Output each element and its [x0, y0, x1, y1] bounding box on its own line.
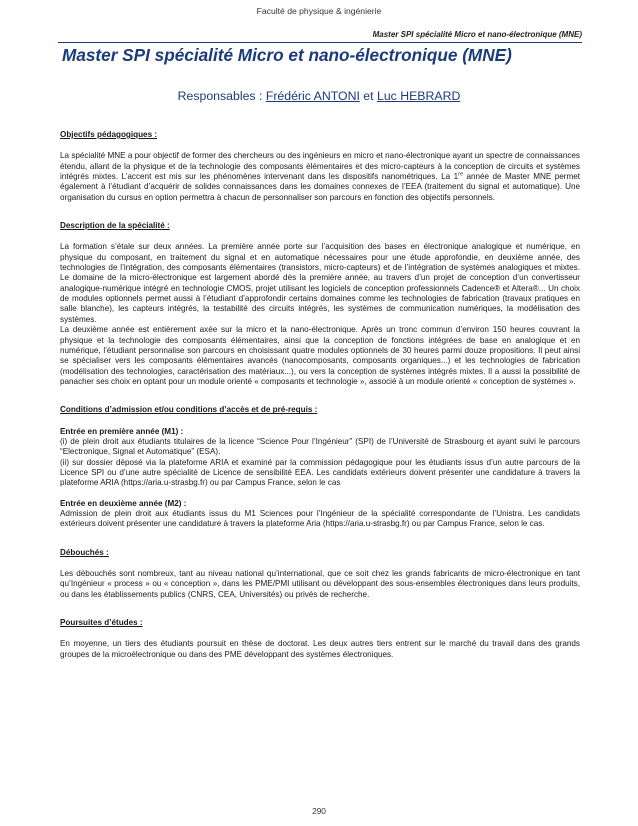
section-description: [60, 221, 580, 387]
header-divider: [58, 42, 582, 43]
responsables-label: Responsables :: [177, 89, 266, 103]
poursuites-paragraph: En moyenne, un tiers des étudiants poursuit en thèse de doctorat. Les deux autres tiers entrent sur le marché du travail dans des grands groupes de la microélectronique ou dans des PME développant des systèmes électroniques.: [60, 639, 580, 659]
section-objectifs: [60, 130, 580, 203]
objectifs-text-b: année de Master MNE permet également à l’étudiant d’acquérir de solides connaissances dans les domaines connexes de l’EEA (traitement du signal et automatique). Une organisation du cursus en option permettra à chacun de personnaliser son parcours en fonction des objectifs personnels.: [60, 172, 580, 202]
section-title-conditions: Conditions d’admission et/ou conditions d’accès et de pré-requis :: [60, 405, 318, 415]
running-title: Master SPI spécialité Micro et nano-électronique (MNE): [372, 30, 582, 39]
m2-heading: Entrée en deuxième année (M2) :: [60, 498, 187, 508]
section-title-debouches: Débouchés :: [60, 547, 109, 557]
page-title: Master SPI spécialité Micro et nano-électronique (MNE): [62, 45, 512, 65]
description-paragraph-2: La deuxième année est entièrement axée sur la micro et la nano-électronique. Après un tronc commun d’environ 150 heures couvrant la physique et la technologie des composants élémentaires, ainsi que la conception de fonctions intégrées de base en analogique et en numérique, l’étudiant personnalise son parcours en choisissant quatre modules optionnels de 30 heures parmi douze propositions. Il peut ainsi se spécialiser vers les composants élémentaires avancés (nanocomposants, composants organiques...) et les technologies de fabrication (modélisation des technologies, caractérisation des matériaux...), ou vers la conception de systèmes intégrés mixtes. Il a aussi la possibilité de panacher ses choix en optant pour un module orienté « composants et technologie », associé à un module orienté « conception de systèmes ».: [60, 325, 580, 386]
description-paragraph-1: La formation s’étale sur deux années. La première année porte sur l’acquisition des bases en électronique analogique et numérique, en physique du composant, en traitement du signal et en automatique nécessaires pour une étude approfondie, en deuxième année, des technologies de l’intégration, des composants élémentaires (transistors, micro-capteurs) et de l’intégration de systèmes analogiques et mixtes. Le domaine de la micro-électronique est largement abordé dès la première année, au travers d’un projet de conception d’un convertisseur analogique-numérique intégré en technologie CMOS, projet utilisant les logiciels de conception professionnels Cadence® et Altera®... Un choix de modules optionnels permet aussi à l’étudiant d’approfondir certains domaines comme les technologies de fabrication (travaux pratiques en salle blanche), les capteurs intégrés, la testabilité des circuits intégrés, les systèmes de communication numériques, la modélisation des systèmes.: [60, 242, 580, 324]
page-number: 290: [312, 806, 326, 816]
m1-paragraph-2: (ii) sur dossier déposé via la plateforme ARIA et examiné par la commission pédagogique pour les étudiants issus d’un autre parcours de la Licence SPI ou d’une autre spécialité de Licence de sensibilité EEA. Les candidats extérieurs doivent présenter une candidature à travers la plateforme ARIA (https://aria.u-strasbg.fr) ou par Campus France, selon le cas: [60, 457, 580, 488]
spacer: [60, 489, 580, 499]
responsables-connector: et: [359, 89, 377, 103]
debouches-paragraph: Les débouchés sont nombreux, tant au niveau national qu’international, que ce soit chez les grands fabricants de micro-électronique en tant qu’Ingénieur « process » ou « conception », dans les PME/PMI utilisant ou développant des sous-ensembles électroniques dans leurs produits, ou dans les établissements publics (CNRS, CEA, Universités) ou privés de recherche.: [60, 569, 580, 599]
document-body: [60, 130, 580, 678]
m1-heading: Entrée en première année (M1) :: [60, 426, 184, 436]
section-title-description: Description de la spécialité :: [60, 221, 170, 231]
faculty-header: Faculté de physique & ingénierie: [256, 6, 382, 16]
section-title-objectifs: Objectifs pédagogiques :: [60, 130, 158, 139]
section-conditions: [60, 405, 580, 529]
objectifs-paragraph: [60, 151, 580, 203]
person-link-antoni[interactable]: Frédéric ANTONI: [265, 89, 360, 103]
section-poursuites: [60, 618, 580, 660]
responsables-line: [0, 89, 638, 103]
objectifs-text-a: La spécialité MNE a pour objectif de former des chercheurs ou des ingénieurs en micro et nano-électronique ayant un spectre de connaissances étendu, allant de la physique et de la technologie des composants élémentaires et des micro-capteurs à la conception de circuits et systèmes intégrés mixtes. L’accent est mis sur les phénomènes intervenant dans les dispositifs nanométriques. La 1: [60, 151, 580, 182]
section-debouches: [60, 548, 580, 600]
objectifs-superscript: re: [458, 171, 464, 178]
m1-paragraph-1: (i) de plein droit aux étudiants titulaires de la licence “Science Pour l’Ingénieur” (SPI) de l’Université de Strasbourg et ayant suivi le parcours “Electronique, Signal et Automatique” (ESA).: [60, 436, 580, 457]
section-title-poursuites: Poursuites d’études :: [60, 618, 143, 628]
m2-paragraph: Admission de plein droit aux étudiants issus du M1 Sciences pour l’Ingénieur de la spécialité correspondante de l’Unistra. Les candidats extérieurs doivent présenter une candidature à travers la plateforme Aria (https://aria.u-strasbg.fr) ou par Campus France, selon le cas.: [60, 508, 580, 529]
person-link-hebrard[interactable]: Luc HEBRARD: [376, 89, 461, 103]
